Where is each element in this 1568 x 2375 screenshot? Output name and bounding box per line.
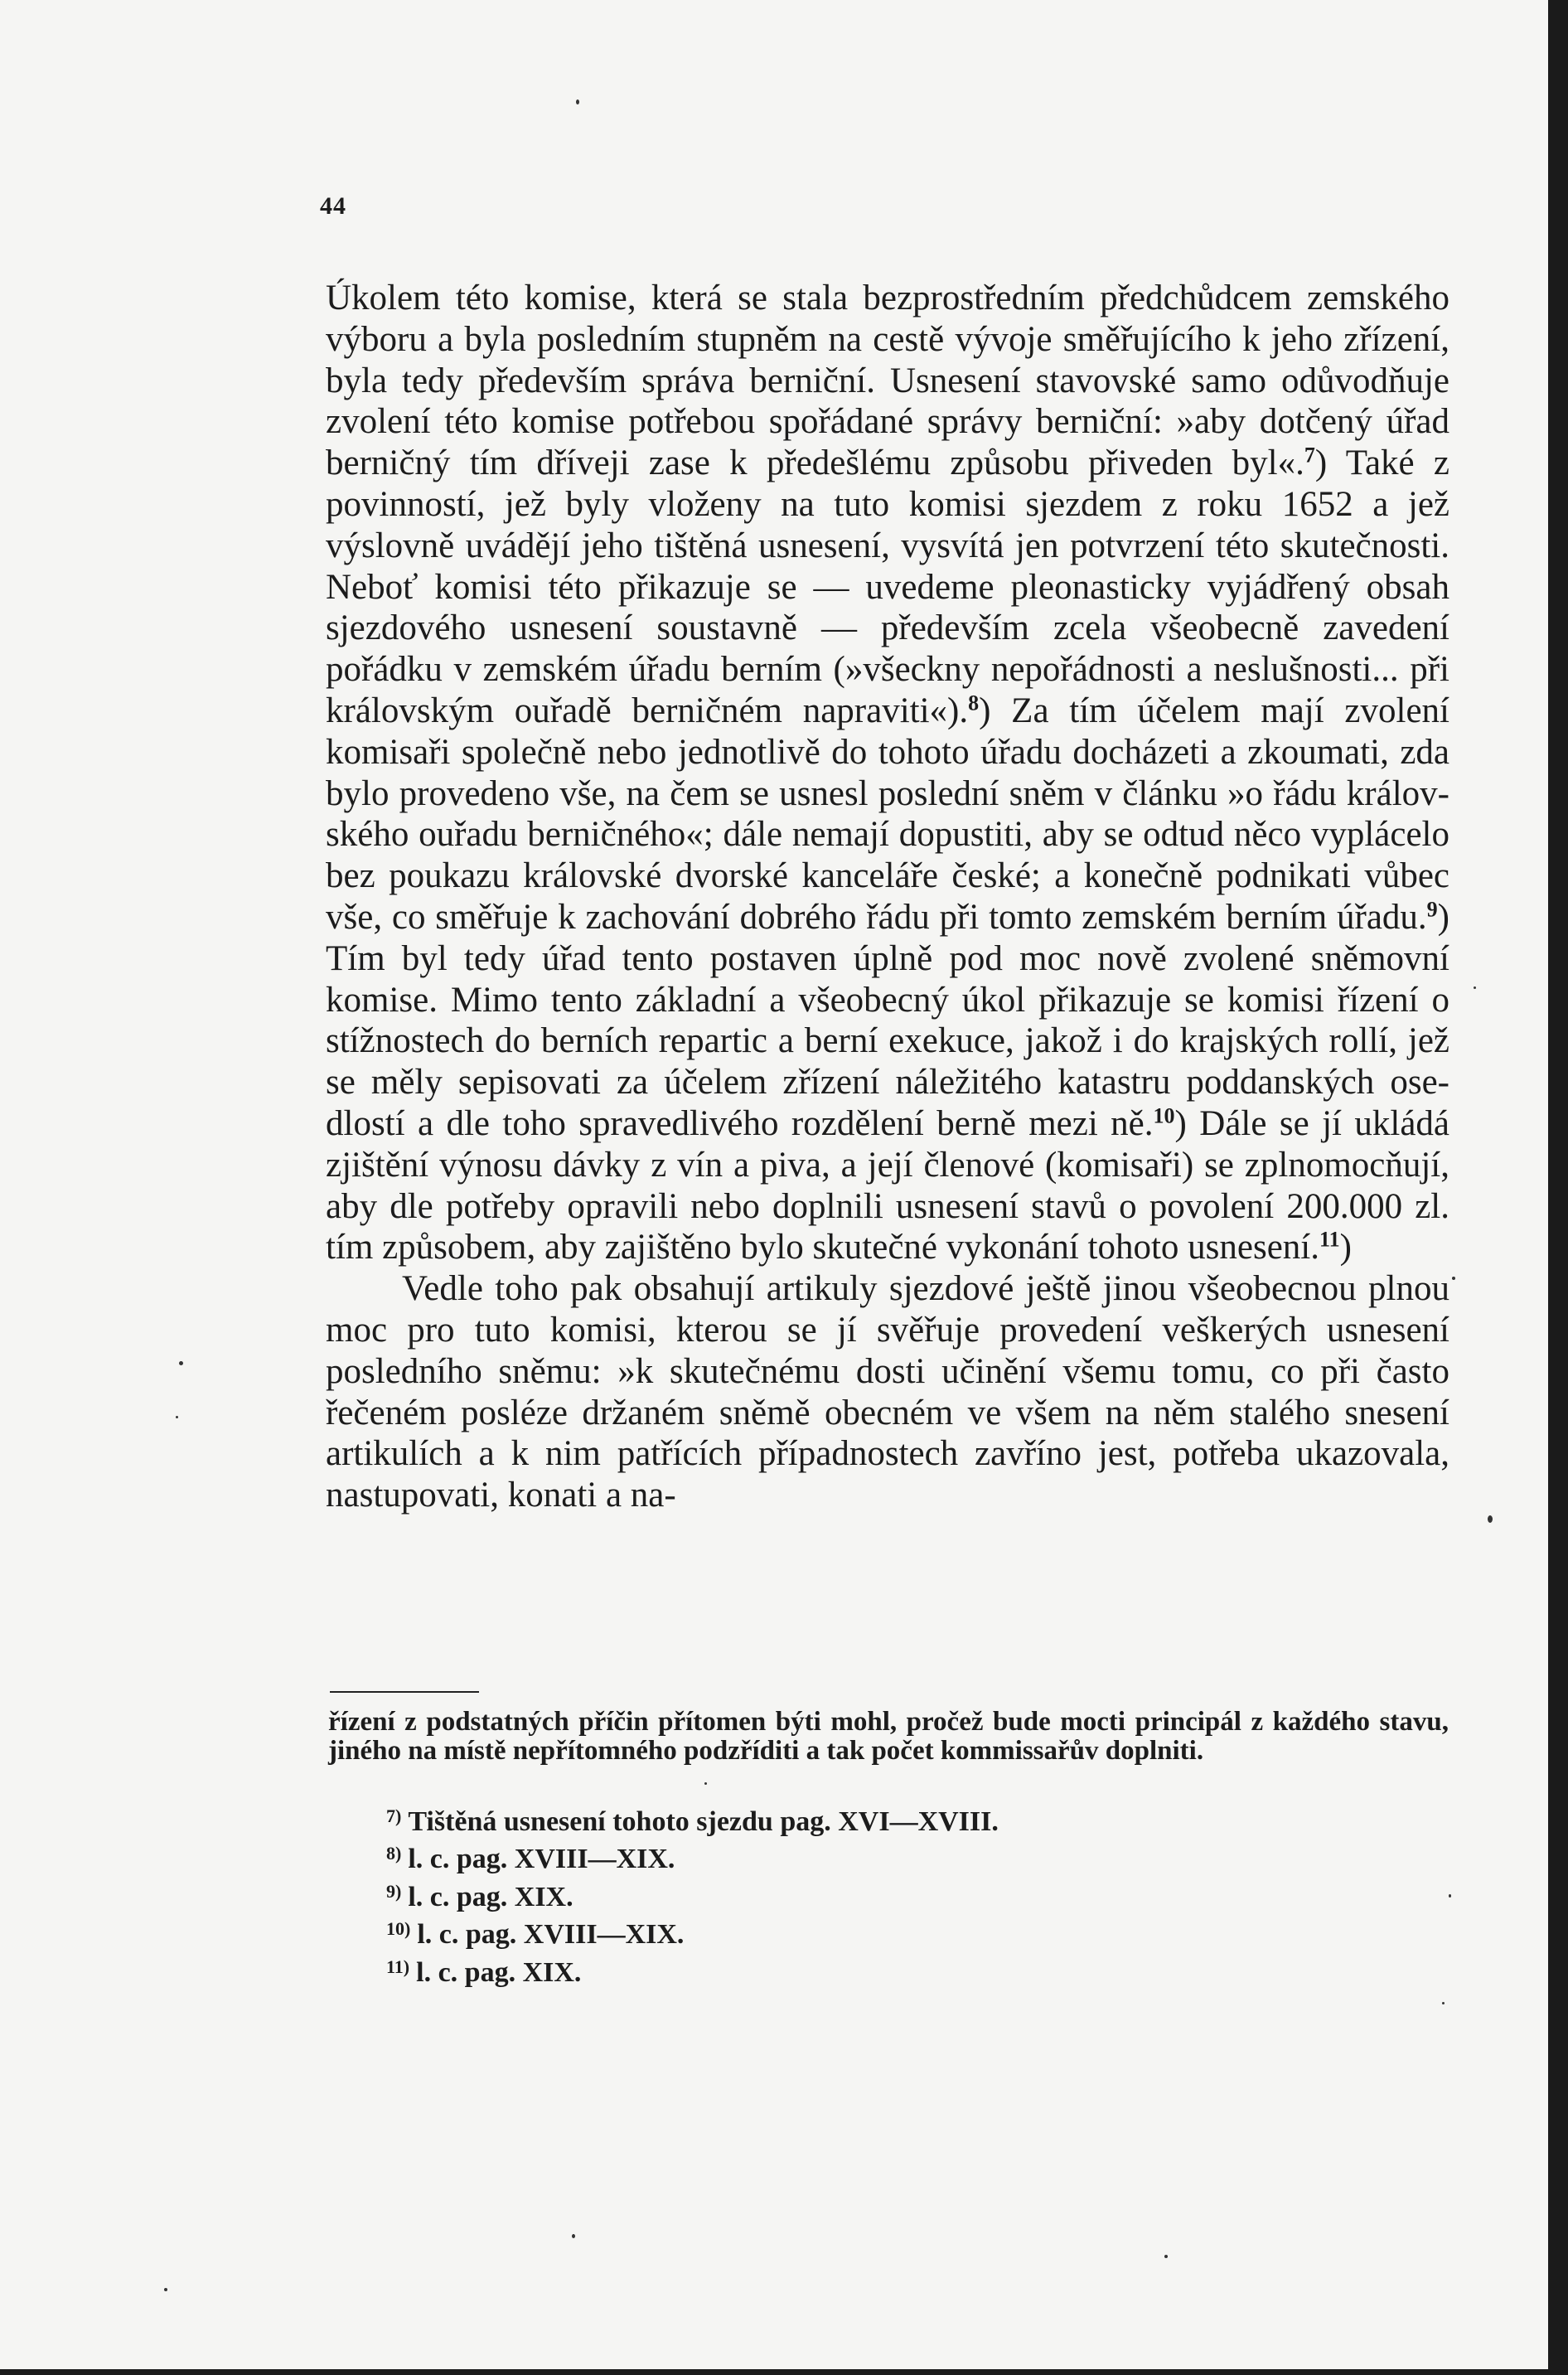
- scan-speck: [576, 99, 579, 104]
- footnote-reference: 8: [968, 691, 980, 715]
- paragraph: [326, 278, 1449, 1268]
- scan-speck: [1442, 2002, 1445, 2004]
- footnote: [386, 1951, 999, 1989]
- page-number: 44: [320, 192, 346, 220]
- scan-speck: [1449, 1894, 1451, 1898]
- footnote-text: l. c. pag. XVIII—XIX.: [408, 1844, 675, 1875]
- scan-speck: [1164, 2255, 1168, 2258]
- scan-speck: [1488, 1515, 1493, 1523]
- footnote: [386, 1838, 999, 1875]
- footnote-reference: 11: [1319, 1228, 1340, 1253]
- footnote-marker: 10): [386, 1918, 411, 1940]
- footnote-list: [386, 1801, 999, 1989]
- footnote-reference: 10: [1153, 1103, 1175, 1128]
- footnote-text: Tištěná usnesení tohoto sjezdu pag. XVI—XVIII.: [408, 1805, 999, 1837]
- scan-speck: [164, 2288, 167, 2291]
- footnote: [386, 1801, 999, 1838]
- text-run: ) Dále se jí ukládá zjištění výnosu dávky z vín a piva, a její členové (komisaři) se zplnomocňují, aby dle potřeby opravili nebo doplnili usnesení stavů o povolení 200.000 zl. tím způsobem, aby zajištěno bylo skutečné vykonání tohoto usnesení.: [326, 1103, 1449, 1267]
- footnote-reference: 7: [1304, 443, 1315, 468]
- scan-speck: [176, 1416, 178, 1418]
- scan-speck: [1452, 1277, 1455, 1280]
- text-run: ) Tím byl tedy úřad tento postaven úplně pod moc nově zvolené sněmovní komise. Mimo tento základní a všeobecný úkol přikazuje se komisi řízení o stížnostech do berních repartic a berní exekuce, jakož i do krajských rollí, jež se měly sepisovati za účelem zřízení náležitého katastru poddanských osedlostí a dle toho spravedlivého rozdělení berně mezi ně.: [326, 897, 1449, 1143]
- footnote-marker: 8): [386, 1843, 402, 1864]
- footnote-divider: [330, 1691, 479, 1693]
- text-run: Úkolem této komise, která se stala bezprostředním předchůdcem zemského výboru a byla posledním stupněm na cestě vývoje směřujícího k jeho zřízení, byla tedy především správa berniční. Usnesení stavovské samo odůvodňuje zvolení této komise potřebou spořádané správy berniční: »aby dotčený úřad berničný tím dříveji zase k předešlému způsobu přiveden byl«.: [326, 279, 1449, 483]
- footnote: [386, 1876, 999, 1913]
- scan-speck: [704, 1782, 707, 1785]
- body-text: [326, 278, 1449, 1516]
- text-run: ): [1339, 1228, 1352, 1267]
- footnote-marker: 7): [386, 1805, 402, 1826]
- footnote-text: l. c. pag. XIX.: [416, 1956, 582, 1988]
- scan-speck: [572, 2234, 575, 2238]
- scan-speck: [1474, 986, 1476, 989]
- footnote-continuation: řízení z podstatných příčin přítomen býti mohl, pročež bude mocti principál z každého stavu, jiného na místě nepřítomného podzříditi a tak počet kommissařův doplniti.: [328, 1707, 1449, 1766]
- footnote-marker: 9): [386, 1880, 402, 1902]
- footnote-marker: 11): [386, 1956, 410, 1977]
- scan-speck: [179, 1361, 183, 1365]
- paragraph: [326, 1268, 1449, 1516]
- text-run: Vedle toho pak obsahují artikuly sjezdové ještě jinou všeobecnou plnou moc pro tuto komisi, kterou se jí svěřuje provedení veškerých usnesení posledního sněmu: »k skutečnému dosti učinění všemu tomu, co při často řečeném posléze držaném sněmě obecném ve všem na něm stalého snesení artikulích a k nim patřících případnostech zavříno jest, potřeba ukazovala, nastupovati, konati a na-: [326, 1269, 1449, 1515]
- text-run: ) Za tím účelem mají zvolení komisaři společně nebo jednotlivě do tohoto úřadu docházeti a zkoumati, zda bylo provedeno vše, na čem se usnesl poslední sněm v článku »o řádu královského ouřadu berničného«; dále nemají dopustiti, aby se odtud něco vyplácelo bez poukazu královské dvorské kanceláře české; a konečně podnikati vůbec vše, co směřuje k zachování dobrého řádu při tomto zemském berním úřadu.: [326, 691, 1449, 937]
- text-run: ) Také z povinností, jež byly vloženy na tuto komisi sjezdem z roku 1652 a jež výslovně uvádějí jeho tištěná usnesení, vysvítá jen potvrzení této skutečnosti. Neboť komisi této přikazuje se — uvedeme pleonasticky vyjádřený obsah sjezdového usnesení soustavně — především zcela všeobecně zavedení pořádku v zemském úřadu berním (»všeckny nepořádnosti a neslušnosti... při královským ouřadě berničném napraviti«).: [326, 443, 1450, 730]
- footnote-text: l. c. pag. XIX.: [408, 1881, 573, 1912]
- footnote-reference: 9: [1426, 897, 1438, 922]
- footnote-text: l. c. pag. XVIII—XIX.: [417, 1919, 685, 1951]
- footnote: [386, 1913, 999, 1951]
